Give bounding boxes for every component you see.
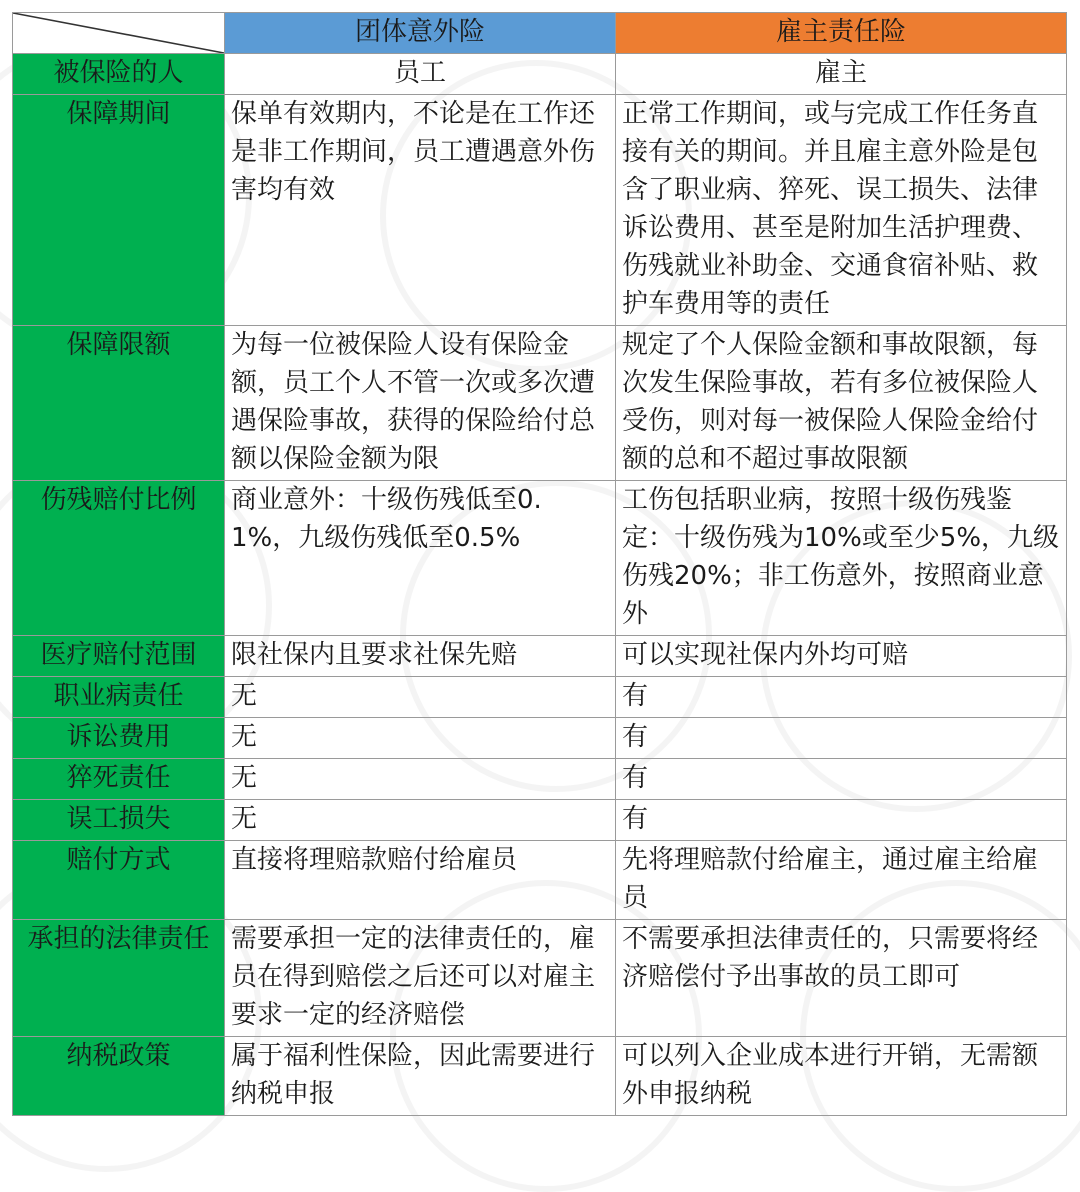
corner-cell xyxy=(13,13,225,54)
table-row xyxy=(13,636,1067,677)
employer-cell: 规定了个人保险金额和事故限额，每次发生保险事故，若有多位被保险人受伤，则对每一被保险人保险金给付额的总和不超过事故限额 xyxy=(616,326,1067,481)
table-row xyxy=(13,800,1067,841)
row-label: 猝死责任 xyxy=(13,759,225,800)
table-row xyxy=(13,677,1067,718)
group-cell: 保单有效期内，不论是在工作还是非工作期间，员工遭遇意外伤害均有效 xyxy=(225,95,616,326)
header-employer-liability: 雇主责任险 xyxy=(616,13,1067,54)
group-cell: 无 xyxy=(225,800,616,841)
table-row xyxy=(13,95,1067,326)
group-cell: 需要承担一定的法律责任的，雇员在得到赔偿之后还可以对雇主要求一定的经济赔偿 xyxy=(225,920,616,1037)
group-cell: 无 xyxy=(225,677,616,718)
row-label: 被保险的人 xyxy=(13,54,225,95)
comparison-table xyxy=(12,12,1067,1124)
group-cell: 无 xyxy=(225,718,616,759)
group-cell: 属于福利性保险，因此需要进行纳税申报 xyxy=(225,1037,616,1116)
employer-cell: 正常工作期间，或与完成工作任务直接有关的期间。并且雇主意外险是包含了职业病、猝死、误工损失、法律诉讼费用、甚至是附加生活护理费、伤残就业补助金、交通食宿补贴、救护车费用等的责任 xyxy=(616,95,1067,326)
row-label: 纳税政策 xyxy=(13,1037,225,1116)
diagonal-divider xyxy=(13,13,224,53)
group-cell: 直接将理赔款赔付给雇员 xyxy=(225,841,616,920)
table-row xyxy=(13,841,1067,920)
row-label: 承担的法律责任 xyxy=(13,920,225,1037)
table-row xyxy=(13,481,1067,636)
row-label: 诉讼费用 xyxy=(13,718,225,759)
employer-cell: 有 xyxy=(616,718,1067,759)
row-label: 伤残赔付比例 xyxy=(13,481,225,636)
table-row xyxy=(13,326,1067,481)
row-label: 赔付方式 xyxy=(13,841,225,920)
row-label: 医疗赔付范围 xyxy=(13,636,225,677)
employer-cell: 先将理赔款付给雇主，通过雇主给雇员 xyxy=(616,841,1067,920)
row-label: 误工损失 xyxy=(13,800,225,841)
group-cell: 限社保内且要求社保先赔 xyxy=(225,636,616,677)
employer-cell: 有 xyxy=(616,677,1067,718)
row-label: 保障限额 xyxy=(13,326,225,481)
employer-cell: 可以列入企业成本进行开销，无需额外申报纳税 xyxy=(616,1037,1067,1116)
employer-cell: 有 xyxy=(616,759,1067,800)
employer-cell: 工伤包括职业病，按照十级伤残鉴定：十级伤残为10%或至少5%，九级伤残20%；非工伤意外，按照商业意外 xyxy=(616,481,1067,636)
table-bottom-spacer xyxy=(13,1116,1067,1125)
row-label: 保障期间 xyxy=(13,95,225,326)
group-cell: 商业意外：十级伤残低至0.1%，九级伤残低至0.5% xyxy=(225,481,616,636)
employer-cell: 有 xyxy=(616,800,1067,841)
table-row xyxy=(13,1037,1067,1116)
employer-cell: 不需要承担法律责任的，只需要将经济赔偿付予出事故的员工即可 xyxy=(616,920,1067,1037)
table-row xyxy=(13,920,1067,1037)
employer-cell: 雇主 xyxy=(616,54,1067,95)
row-label: 职业病责任 xyxy=(13,677,225,718)
header-row xyxy=(13,13,1067,54)
header-group-accident: 团体意外险 xyxy=(225,13,616,54)
table-row xyxy=(13,54,1067,95)
table-row xyxy=(13,718,1067,759)
group-cell: 员工 xyxy=(225,54,616,95)
table-row xyxy=(13,759,1067,800)
group-cell: 无 xyxy=(225,759,616,800)
employer-cell: 可以实现社保内外均可赔 xyxy=(616,636,1067,677)
group-cell: 为每一位被保险人设有保险金额，员工个人不管一次或多次遭遇保险事故，获得的保险给付总额以保险金额为限 xyxy=(225,326,616,481)
